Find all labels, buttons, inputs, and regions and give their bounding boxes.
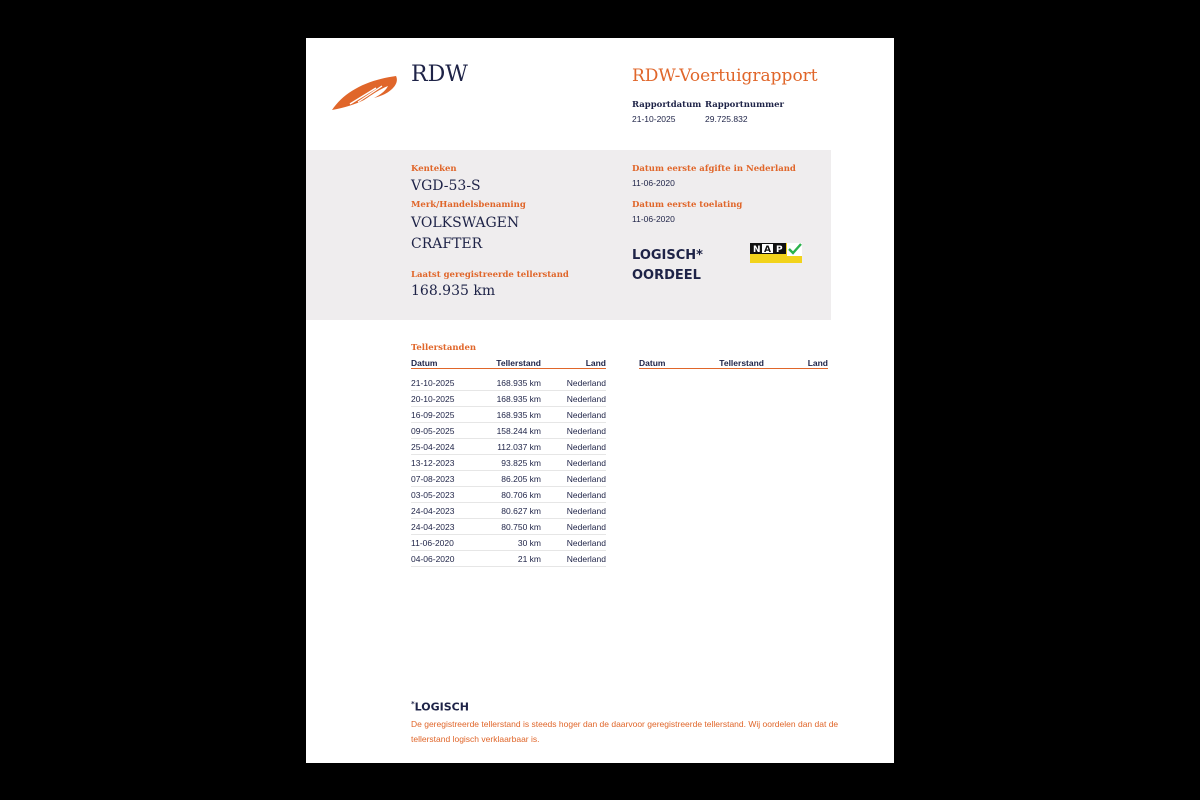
odometer-label: Laatst geregistreerde tellerstand [411, 270, 569, 280]
cell-date: 21-10-2025 [411, 369, 481, 391]
cell-odometer: 112.037 km [481, 439, 541, 455]
verdict-line-1: LOGISCH* [632, 248, 703, 263]
column-header-country: Land [541, 357, 606, 369]
footnote-text: De geregistreerde tellerstand is steeds hoger dan de daarvoor geregistreerde tellerstand. Wij oordelen dan dat de tellerstand logisch verklaarbaar is. [411, 719, 839, 744]
cell-country: Nederland [541, 535, 606, 551]
cell-country: Nederland [541, 551, 606, 567]
column-header-odometer: Tellerstand [481, 357, 541, 369]
column-header-country-continued: Land [764, 357, 828, 369]
cell-date: 20-10-2025 [411, 391, 481, 407]
cell-date: 25-04-2024 [411, 439, 481, 455]
table-row [411, 503, 606, 519]
vehicle-summary-panel [306, 150, 831, 320]
cell-country: Nederland [541, 471, 606, 487]
verdict [632, 246, 703, 286]
cell-date: 13-12-2023 [411, 455, 481, 471]
table-row [411, 471, 606, 487]
nap-check-icon [750, 243, 802, 263]
cell-country: Nederland [541, 407, 606, 423]
table-row [411, 535, 606, 551]
verdict-line-2: OORDEEL [632, 268, 701, 283]
cell-odometer: 80.706 km [481, 487, 541, 503]
cell-odometer: 168.935 km [481, 407, 541, 423]
first-admission-label: Datum eerste toelating [632, 200, 743, 210]
cell-odometer: 168.935 km [481, 391, 541, 407]
cell-odometer: 30 km [481, 535, 541, 551]
report-date: 21-10-2025 [632, 114, 676, 124]
cell-odometer: 86.205 km [481, 471, 541, 487]
report-number-label: Rapportnummer [705, 100, 784, 110]
model-value: CRAFTER [411, 236, 483, 252]
report-number: 29.725.832 [705, 114, 748, 124]
cell-odometer: 21 km [481, 551, 541, 567]
brand-name: RDW [411, 62, 468, 87]
cell-country: Nederland [541, 503, 606, 519]
footnote-marker: * [411, 700, 415, 708]
table-row [411, 369, 606, 391]
cell-date: 24-04-2023 [411, 503, 481, 519]
column-header-date: Datum [411, 357, 481, 369]
cell-odometer: 80.750 km [481, 519, 541, 535]
cell-date: 03-05-2023 [411, 487, 481, 503]
cell-date: 07-08-2023 [411, 471, 481, 487]
report-page [306, 38, 894, 763]
readings-table [411, 357, 606, 567]
make-value: VOLKSWAGEN [411, 215, 520, 231]
cell-odometer: 158.244 km [481, 423, 541, 439]
cell-odometer: 93.825 km [481, 455, 541, 471]
rdw-logo-icon [330, 74, 402, 112]
readings-header-row [411, 357, 606, 369]
nap-letter-p: P [776, 245, 783, 255]
column-header-odometer-continued: Tellerstand [709, 357, 764, 369]
cell-country: Nederland [541, 487, 606, 503]
readings-title: Tellerstanden [411, 343, 477, 353]
table-row [411, 487, 606, 503]
odometer-value: 168.935 km [411, 283, 496, 299]
first-issue-value: 11-06-2020 [632, 178, 675, 188]
cell-country: Nederland [541, 439, 606, 455]
cell-odometer: 168.935 km [481, 369, 541, 391]
cell-country: Nederland [541, 455, 606, 471]
readings-table-continued [639, 357, 828, 369]
report-date-label: Rapportdatum [632, 100, 702, 110]
plate-value: VGD-53-S [411, 178, 481, 194]
table-row [411, 519, 606, 535]
table-row [411, 455, 606, 471]
cell-country: Nederland [541, 423, 606, 439]
footnote-heading [411, 700, 469, 714]
cell-country: Nederland [541, 391, 606, 407]
first-issue-label: Datum eerste afgifte in Nederland [632, 164, 796, 174]
cell-date: 11-06-2020 [411, 535, 481, 551]
cell-date: 16-09-2025 [411, 407, 481, 423]
table-row [411, 439, 606, 455]
make-label: Merk/Handelsbenaming [411, 200, 526, 210]
table-row [411, 423, 606, 439]
cell-odometer: 80.627 km [481, 503, 541, 519]
plate-label: Kenteken [411, 164, 457, 174]
cell-date: 04-06-2020 [411, 551, 481, 567]
first-admission-value: 11-06-2020 [632, 214, 675, 224]
report-title: RDW-Voertuigrapport [632, 66, 818, 86]
nap-letter-n: N [753, 245, 761, 255]
readings-header-row-continued [639, 357, 828, 369]
nap-letter-a: A [764, 245, 771, 255]
panel-tab-shape [306, 306, 376, 322]
cell-date: 09-05-2025 [411, 423, 481, 439]
column-header-date-continued: Datum [639, 357, 709, 369]
table-row [411, 551, 606, 567]
cell-country: Nederland [541, 369, 606, 391]
cell-country: Nederland [541, 519, 606, 535]
footnote-heading-text: LOGISCH [414, 700, 469, 714]
table-row [411, 407, 606, 423]
cell-date: 24-04-2023 [411, 519, 481, 535]
table-row [411, 391, 606, 407]
